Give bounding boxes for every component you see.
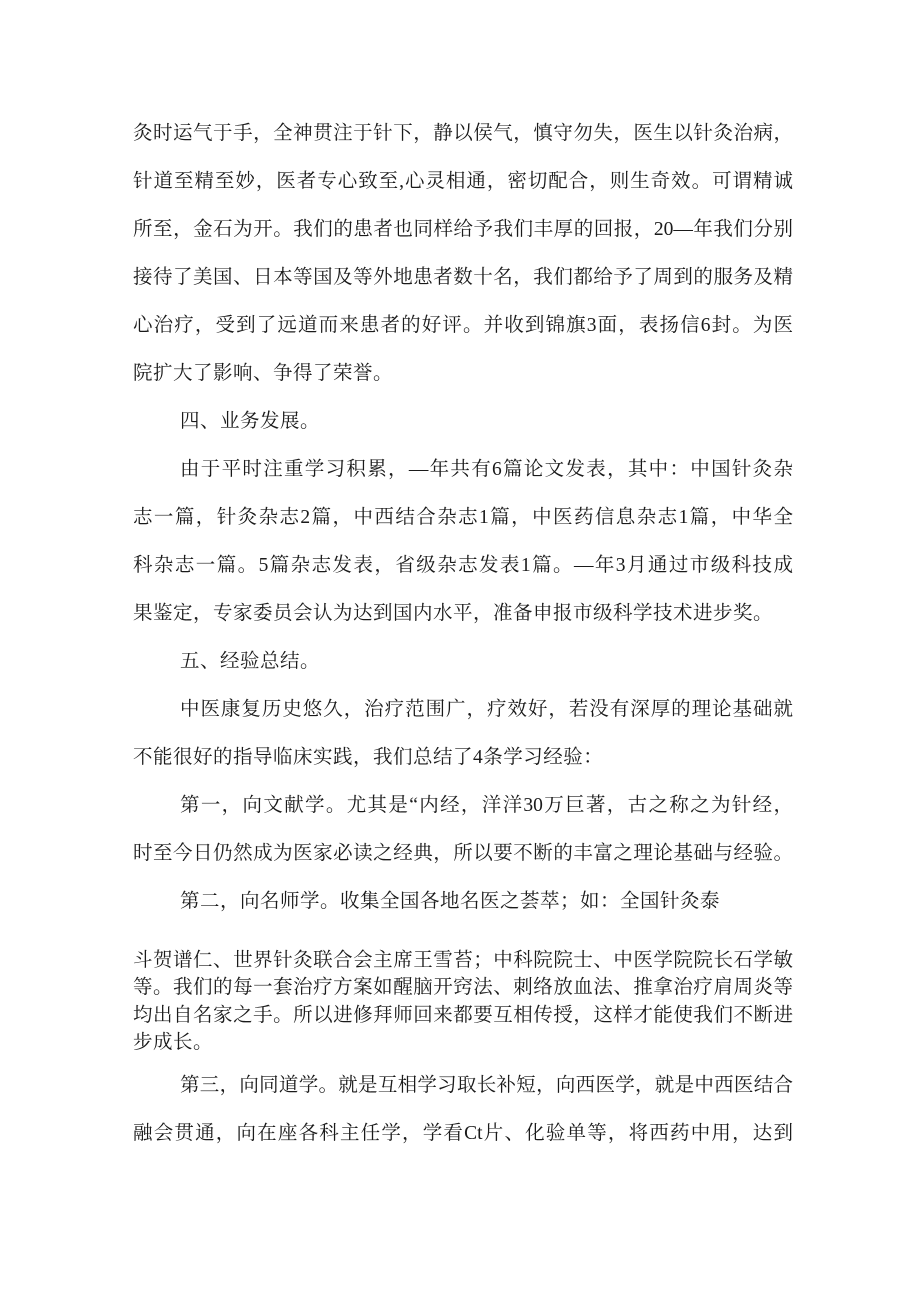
text-line: 心治疗，受到了远道而来患者的好评。并收到锦旗3面，表扬信6封。为医 bbox=[133, 315, 793, 336]
text-line: 第二，向名师学。收集全国各地名医之荟萃；如：全国针灸泰 bbox=[180, 891, 721, 912]
text-line: 科杂志一篇。5篇杂志发表，省级杂志发表1篇。—年3月通过市级科技成 bbox=[133, 555, 793, 576]
text-line: 由于平时注重学习积累，—年共有6篇论文发表，其中：中国针灸杂 bbox=[180, 459, 793, 480]
text-line: 院扩大了影响、争得了荣誉。 bbox=[133, 363, 394, 384]
text-line: 不能很好的指导临床实践，我们总结了4条学习经验： bbox=[133, 747, 604, 768]
text-line: 中医康复历史悠久，治疗范围广，疗效好，若没有深厚的理论基础就 bbox=[180, 699, 793, 720]
text-line: 果鉴定，专家委员会认为达到国内水平，准备申报市级科学技术进步奖。 bbox=[133, 603, 774, 624]
text-line: 针道至精至妙，医者专心致至,心灵相通，密切配合，则生奇效。可谓精诚 bbox=[133, 171, 793, 192]
text-line: 第三，向同道学。就是互相学习取长补短，向西医学，就是中西医结合 bbox=[180, 1075, 793, 1097]
document-text-block bbox=[133, 110, 793, 1158]
text-line: 灸时运气于手，全神贯注于针下，静以侯气，慎守勿失，医生以针灸治病， bbox=[133, 123, 793, 144]
text-line: 斗贺谱仁、世界针灸联合会主席王雪苔；中科院院士、中医学院院长石学敏 bbox=[133, 950, 793, 971]
text-line: 第一，向文献学。尤其是“内经，洋洋30万巨著，古之称之为针经， bbox=[180, 795, 793, 816]
text-line: 所至，金石为开。我们的患者也同样给予我们丰厚的回报，20—年我们分别 bbox=[133, 219, 793, 240]
text-line: 等。我们的每一套治疗方案如醒脑开窍法、刺络放血法、推拿治疗肩周炎等 bbox=[133, 977, 793, 999]
text-line: 均出自名家之手。所以进修拜师回来都要互相传授，这样才能使我们不断进 bbox=[133, 1004, 793, 1026]
text-line: 接待了美国、日本等国及等外地患者数十名，我们都给予了周到的服务及精 bbox=[133, 267, 793, 288]
text-line: 五、经验总结。 bbox=[180, 651, 321, 672]
text-line: 时至今日仍然成为医家必读之经典，所以要不断的丰富之理论基础与经验。 bbox=[133, 843, 793, 864]
text-line: 步成长。 bbox=[133, 1031, 214, 1053]
text-line: 志一篇，针灸杂志2篇，中西结合杂志1篇，中医药信息杂志1篇，中华全 bbox=[133, 507, 793, 528]
text-line: 四、业务发展。 bbox=[180, 411, 321, 432]
text-line: 融会贯通，向在座各科主任学，学看Ct片、化验单等，将西药中用，达到 bbox=[133, 1123, 793, 1145]
